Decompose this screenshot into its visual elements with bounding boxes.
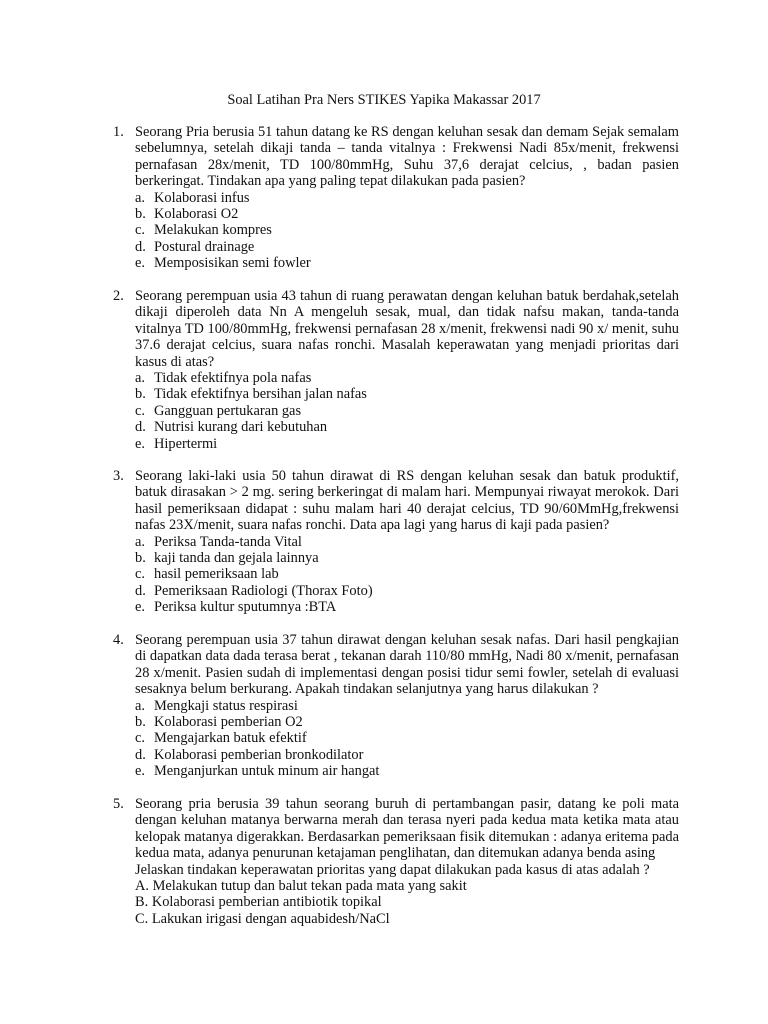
option-b: b. kaji tanda dan gejala lainnya <box>135 550 319 567</box>
question-number: 5. <box>113 796 124 812</box>
option-d: d. Nutrisi kurang dari kebutuhan <box>135 419 328 436</box>
question-number: 4. <box>113 632 124 648</box>
option-d: d. Pemeriksaan Radiologi (Thorax Foto) <box>135 582 373 599</box>
option-e: e. Hipertermi <box>135 435 218 452</box>
option-c: c. Gangguan pertukaran gas <box>135 402 302 419</box>
question-stem: Seorang pria berusia 39 tahun seorang buruh di pertambangan pasir, datang ke poli mata dengan keluhan matanya berwarna merah dan terasa nyeri pada kedua mata ketika mata atau kelopak matanya digerakkan. Berdasarkan pemeriksaan fisik ditemukan : adanya eritema pada kedua mata, adanya penurunan ketajaman penglihatan, dan ditemukan adanya benda asing <box>135 796 679 862</box>
option-c: c. Melakukan kompres <box>135 222 272 239</box>
option-a: a. Mengkaji status respirasi <box>135 697 298 714</box>
question-stem: Seorang Pria berusia 51 tahun datang ke RS dengan keluhan sesak dan demam Sejak semalam sebelumnya, setelah dikaji tanda – tanda vitalnya : Frekwensi Nadi 85x/menit, frekwensi pernafasan 28x/menit, TD 100/80mmHg, Suhu 37,6 derajat celcius, , badan pasien berkeringat. Tindakan apa yang paling tepat dilakukan pada pasien? <box>135 124 679 190</box>
question-number: 2. <box>113 288 124 304</box>
option-e: e. Memposisikan semi fowler <box>135 255 311 272</box>
option-e: e. Menganjurkan untuk minum air hangat <box>135 763 380 780</box>
option-b: b. Tidak efektifnya bersihan jalan nafas <box>135 386 367 403</box>
option-d: d. Postural drainage <box>135 238 255 255</box>
question-2 <box>113 288 679 452</box>
question-stem: Seorang perempuan usia 43 tahun di ruang perawatan dengan keluhan batuk berdahak,setelah dikaji diperoleh data Nn A mengeluh sesak, mual, dan tidak nafsu makan, tanda-tanda vitalnya TD 100/80mmHg, frekwensi pernafasan 28 x/menit, frekwensi nadi 90 x/ menit, suhu 37.6 derajat celcius, suara nafas ronchi. Masalah keperawatan yang menjadi prioritas dari kasus di atas? <box>135 288 679 370</box>
question-instruction: Jelaskan tindakan keperawatan prioritas yang dapat dilakukan pada kasus di atas adalah ? <box>135 861 650 878</box>
question-number: 1. <box>113 124 124 140</box>
question-number: 3. <box>113 468 124 484</box>
question-1 <box>113 124 679 272</box>
question-3 <box>113 468 679 616</box>
option-c: c. hasil pemeriksaan lab <box>135 566 279 583</box>
option-a: a. Kolaborasi infus <box>135 189 250 206</box>
option-a: a. Periksa Tanda-tanda Vital <box>135 533 302 550</box>
option-c: C. Lakukan irigasi dengan aquabidesh/NaCl <box>135 910 390 927</box>
option-b: B. Kolaborasi pemberian antibiotik topikal <box>135 894 382 911</box>
option-e: e. Periksa kultur sputumnya :BTA <box>135 599 337 616</box>
option-c: c. Mengajarkan batuk efektif <box>135 730 307 747</box>
question-4 <box>113 632 679 780</box>
option-a: a. Tidak efektifnya pola nafas <box>135 370 312 387</box>
document-title: Soal Latihan Pra Ners STIKES Yapika Makassar 2017 <box>227 92 541 108</box>
option-b: b. Kolaborasi pemberian O2 <box>135 714 303 731</box>
option-b: b. Kolaborasi O2 <box>135 206 239 223</box>
question-stem: Seorang laki-laki usia 50 tahun dirawat di RS dengan keluhan sesak dan batuk produktif, batuk dirasakan > 2 mg. sering berkeringat di malam hari. Mempunyai riwayat merokok. Dari hasil pemeriksaan didapat : suhu malam hari 40 derajat celcius, TD 90/60MmHg,frekwensi nafas 23X/menit, suara nafas ronchi. Data apa lagi yang harus di kaji pada pasien? <box>135 468 679 534</box>
option-a: A. Melakukan tutup dan balut tekan pada mata yang sakit <box>135 878 467 895</box>
question-stem: Seorang perempuan usia 37 tahun dirawat dengan keluhan sesak nafas. Dari hasil pengkajian di dapatkan data dada terasa berat , tekanan darah 110/80 mmHg, Nadi 80 x/menit, pernafasan 28 x/menit. Pasien sudah di implementasi dengan posisi tidur semi fowler, setelah di evaluasi sesaknya belum berkurang. Apakah tindakan selanjutnya yang harus dilakukan ? <box>135 632 679 698</box>
option-d: d. Kolaborasi pemberian bronkodilator <box>135 746 364 763</box>
question-5 <box>113 796 679 927</box>
